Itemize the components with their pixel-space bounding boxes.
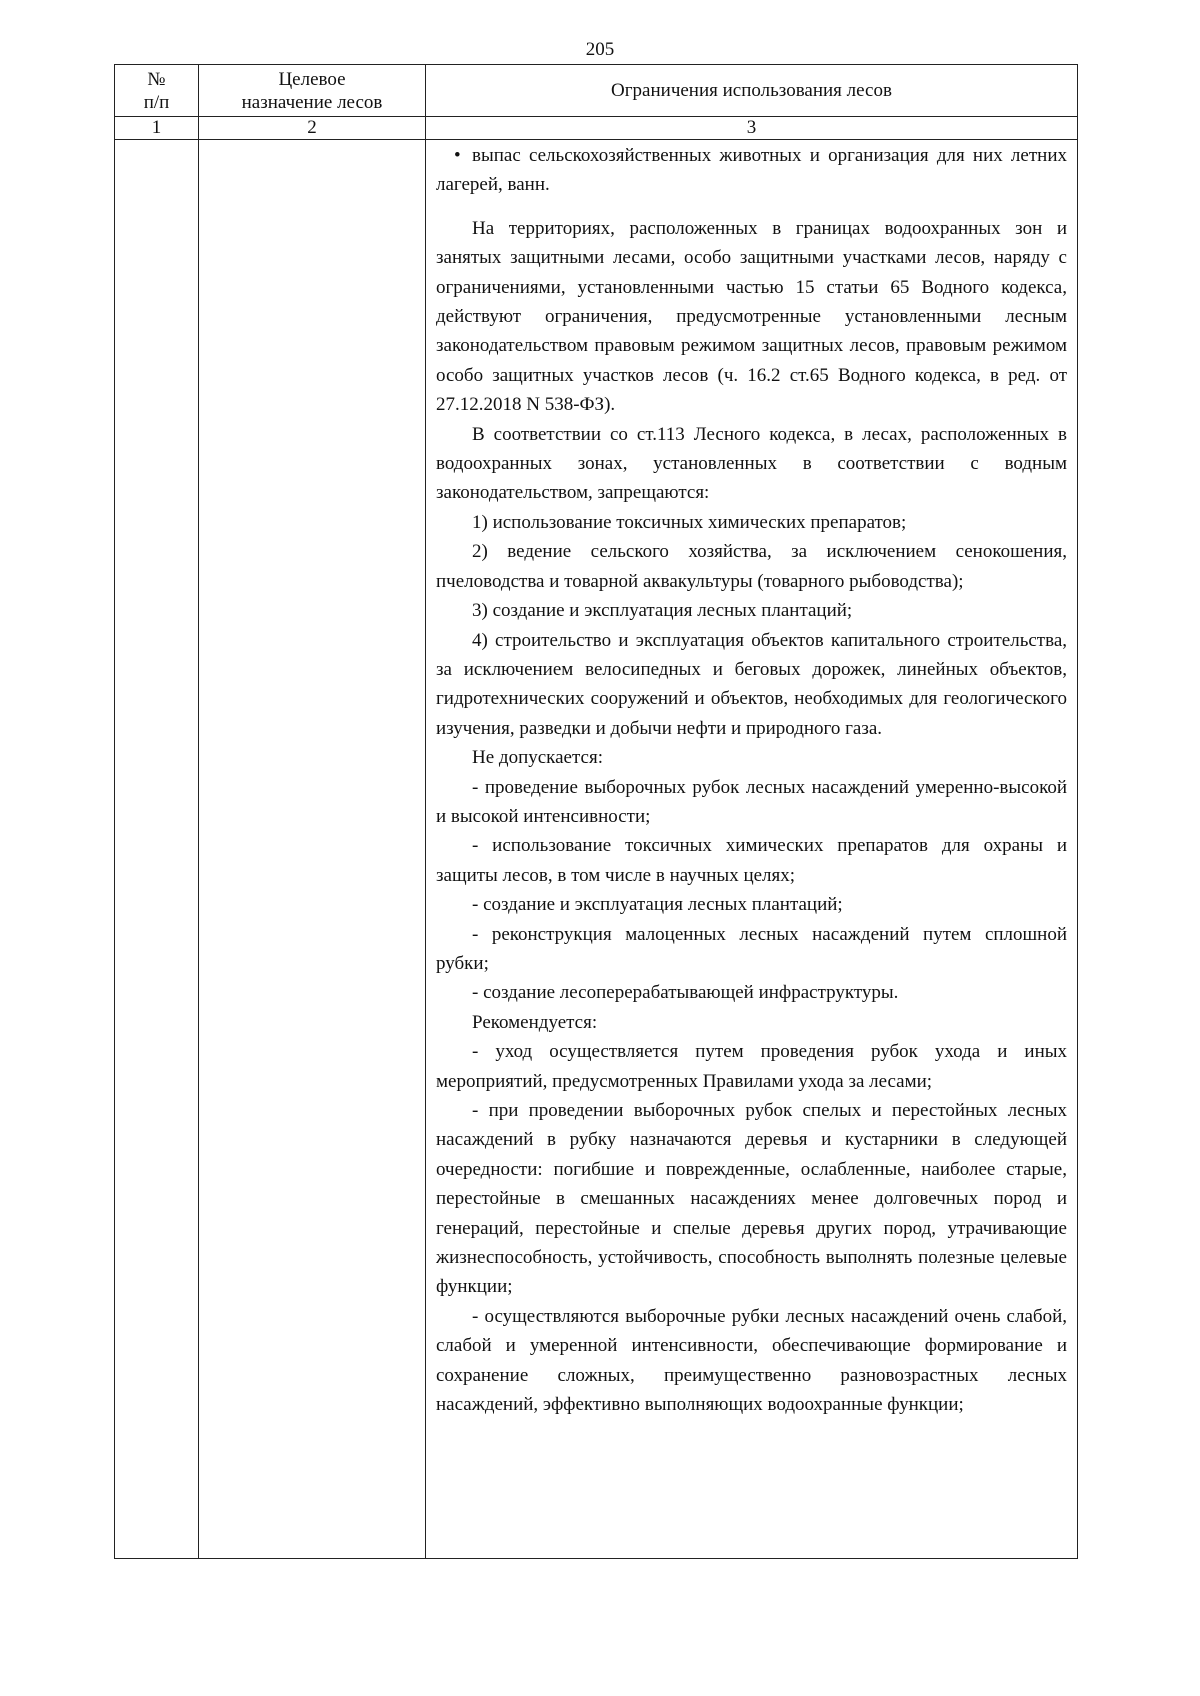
header-restrictions <box>426 65 1078 117</box>
paragraph: В соответствии со ст.113 Лесного кодекса, в лесах, расположенных в водоохранных зонах, установленных в соответствии с водным законодательством, запрещаются: <box>436 423 1067 504</box>
bullet-icon: • <box>454 145 461 166</box>
list-item: 1) использование токсичных химических препаратов; <box>472 511 907 533</box>
list-item: - использование токсичных химических препаратов для охраны и защиты лесов, в том числе в научных целях; <box>436 835 1067 886</box>
header-number <box>115 65 199 117</box>
header-purpose-label: Целевое назначение лесов <box>241 68 383 113</box>
section-heading: Рекомендуется: <box>472 1011 598 1033</box>
column-number-2: 2 <box>199 117 426 140</box>
restrictions-table <box>114 64 1078 1559</box>
page-number: 205 <box>585 39 615 60</box>
list-item: - проведение выборочных рубок лесных насаждений умеренно-высокой и высокой интенсивности; <box>436 776 1067 827</box>
list-item: - уход осуществляется путем проведения рубок ухода и иных мероприятий, предусмотренных Правилами ухода за лесами; <box>436 1041 1067 1092</box>
paragraph-bullet <box>436 141 1067 200</box>
section-heading: Не допускается: <box>472 747 603 769</box>
list-item: 2) ведение сельского хозяйства, за исключением сенокошения, пчеловодства и товарной аквакультуры (товарного рыбоводства); <box>436 541 1067 592</box>
paragraph: На территориях, расположенных в границах водоохранных зон и занятых защитными лесами, особо защитными участками лесов, наряду с ограничениями, установленными частью 15 статьи 65 Водного кодекса, действуют ограничения, предусмотренные установленными лесным законодательством правовым режимом защитных лесов, правовым режимом особо защитных участков лесов (ч. 16.2 ст.65 Водного кодекса, в ред. от 27.12.2018 N 538-ФЗ). <box>436 217 1067 416</box>
list-item: - осуществляются выборочные рубки лесных насаждений очень слабой, слабой и умеренной интенсивности, обеспечивающие формирование и сохранение сложных, преимущественно разновозрастных лесных насаждений, эффективно выполняющих водоохранные функции; <box>436 1305 1067 1416</box>
list-item: - создание и эксплуатация лесных плантаций; <box>472 894 843 916</box>
restrictions-cell <box>426 140 1078 1559</box>
row-purpose-cell <box>199 140 426 1559</box>
list-item: - создание лесоперерабатывающей инфраструктуры. <box>472 982 899 1004</box>
table-header-row <box>115 65 1078 117</box>
list-item: - при проведении выборочных рубок спелых и перестойных лесных насаждений в рубку назначаются деревья и кустарники в следующей очередности: погибшие и поврежденные, ослабленные, наиболее старые, перестойные в смешанных насаждениях менее долговечных пород и генераций, перестойные и спелые деревья других пород, утрачивающие жизнеспособность, устойчивость, способность выполнять полезные целевые функции; <box>436 1100 1067 1298</box>
list-item: - реконструкция малоценных лесных насаждений путем сплошной рубки; <box>436 923 1067 974</box>
table-row <box>115 140 1078 1559</box>
column-number-row <box>115 117 1078 140</box>
paragraph-text: выпас сельскохозяйственных животных и организация для них летних лагерей, ванн. <box>436 145 1067 196</box>
list-item: 3) создание и эксплуатация лесных плантаций; <box>472 600 853 622</box>
header-number-label: № п/п <box>143 68 170 113</box>
column-number-3: 3 <box>426 117 1078 140</box>
header-restrictions-label: Ограничения использования лесов <box>611 80 892 101</box>
list-item: 4) строительство и эксплуатация объектов капитального строительства, за исключением велосипедных и беговых дорожек, линейных объектов, гидротехнических сооружений и объектов, необходимых для геологического изучения, разведки и добычи нефти и природного газа. <box>436 629 1067 739</box>
row-number-cell <box>115 140 199 1559</box>
header-purpose <box>199 65 426 117</box>
column-number-1: 1 <box>115 117 199 140</box>
